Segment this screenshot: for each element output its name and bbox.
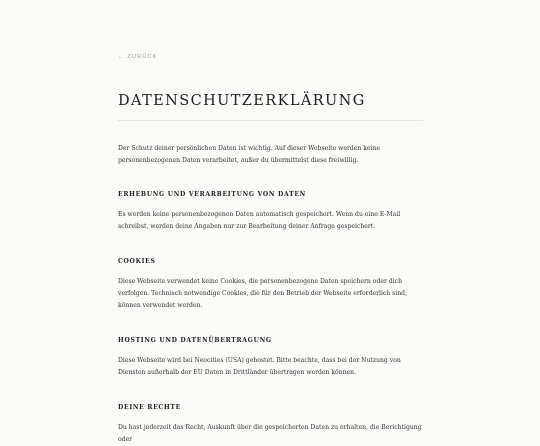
section-heading: ERHEBUNG UND VERARBEITUNG VON DATEN <box>118 191 306 198</box>
intro-paragraph: Der Schutz deiner persönlichen Daten ist wichtig. Auf dieser Webseite werden keine personenbezogenen Daten verarbeitet, außer du übermittelst diese freiwillig. <box>118 145 381 164</box>
section-text: Diese Webseite verwendet keine Cookies, die personenbezogene Daten speichern oder dich verfolgen. Technisch notwendige Cookies, die für den Betrieb der Webseite erforderlich sind, können verwendet werden. <box>118 278 408 309</box>
section-text: Es werden keine personenbezogenen Daten automatisch gespeichert. Wenn du eine E-Mail schreibst, werden deine Angaben nur zur Bearbeitung deiner Anfrage gespeichert. <box>118 211 401 230</box>
section-data-collection <box>118 190 423 233</box>
back-link[interactable]: ← ZURÜCK <box>118 54 158 60</box>
section-text: Du hast jederzeit das Recht, Auskunft über die gespeicherten Daten zu erhalten, die Berichtigung oder <box>118 424 422 443</box>
section-heading: COOKIES <box>118 258 156 265</box>
privacy-content <box>118 52 423 446</box>
section-your-rights <box>118 403 423 446</box>
section-cookies <box>118 257 423 312</box>
section-heading: DEINE RECHTE <box>118 404 182 411</box>
section-text: Diese Webseite wird bei Neocities (USA) gehostet. Bitte beachte, dass bei der Nutzung von Diensten außerhalb der EU Daten in Drittländer übertragen werden können. <box>118 357 401 376</box>
page-title: DATENSCHUTZERKLÄRUNG <box>118 93 366 109</box>
title-divider <box>118 120 423 121</box>
section-heading: HOSTING UND DATENÜBERTRAGUNG <box>118 337 272 344</box>
section-hosting <box>118 336 423 379</box>
